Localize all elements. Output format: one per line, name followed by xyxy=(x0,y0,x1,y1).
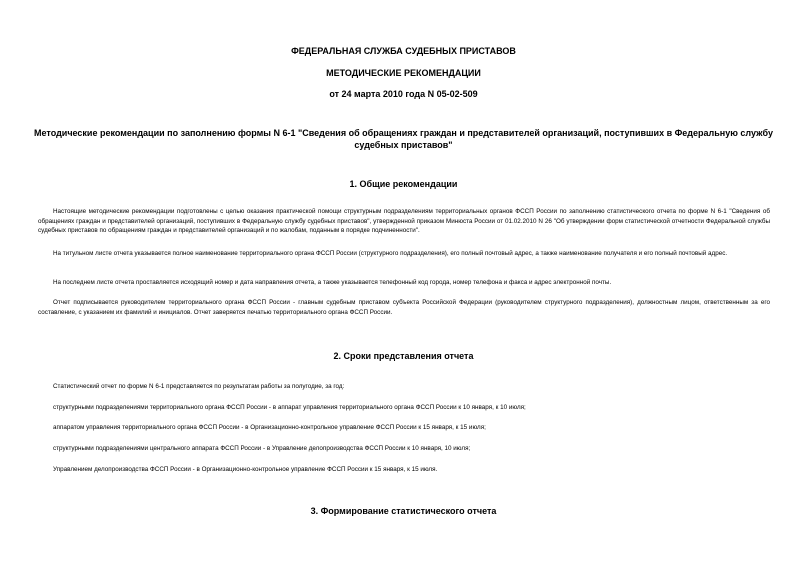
agency-heading: ФЕДЕРАЛЬНАЯ СЛУЖБА СУДЕБНЫХ ПРИСТАВОВ xyxy=(291,46,516,56)
section-2-line: структурными подразделениями территориального органа ФССП России - в аппарат управления территориального органа ФССП России к 10 января, к 10 июля; xyxy=(53,404,526,411)
section-1-paragraph: На последнем листе отчета проставляется исходящий номер и дата направления отчета, а также указывается телефонный код города, номер телефона и факса и адрес электронной почты. xyxy=(53,279,612,286)
section-1-paragraph: Настоящие методические рекомендации подготовлены с целью оказания практической помощи структурным подразделениям территориальных органов ФССП России по заполнению статистического отчета по форме N 6-1 "Сведения об обращениях граждан и представителей организаций, поступивших в Федеральную службу судебных приставов", утвержденной приказом Минюста России от 01.02.2010 N 26 "Об утверждении форм статистической отчетности Федеральной службы судебных приставов по обращениям граждан и представителей организаций и по жалобам, поданным в порядке подчиненности". xyxy=(38,208,770,234)
section-2-line: Статистический отчет по форме N 6-1 представляется по результатам работы за полугодие, за год: xyxy=(53,383,345,390)
section-2-line: Управлением делопроизводства ФССП России - в Организационно-контрольное управление ФССП России к 15 января, к 15 июля. xyxy=(53,466,438,473)
document-type-heading: МЕТОДИЧЕСКИЕ РЕКОМЕНДАЦИИ xyxy=(326,68,481,78)
section-3-heading: 3. Формирование статистического отчета xyxy=(310,506,497,516)
document-title: Методические рекомендации по заполнению формы N 6-1 "Сведения об обращениях граждан и представителей организаций, поступивших в Федеральную службу судебных приставов" xyxy=(34,128,773,150)
section-1-paragraph: Отчет подписывается руководителем территориального органа ФССП России - главным судебным приставом субъекта Российской Федерации (руководителем структурного подразделения), должностным лицом, ответственным за его составление, с указанием их фамилий и инициалов. Отчет заверяется печатью территориального органа ФССП России. xyxy=(38,299,770,316)
section-1-heading: 1. Общие рекомендации xyxy=(349,179,458,189)
section-2-heading: 2. Сроки представления отчета xyxy=(333,351,474,361)
section-2-line: аппаратом управления территориального органа ФССП России - в Организационно-контрольное управление ФССП России к 15 января, к 15 июля; xyxy=(53,424,486,431)
document-date: от 24 марта 2010 года N 05-02-509 xyxy=(329,89,478,99)
section-2-line: структурными подразделениями центрального аппарата ФССП России - в Управление делопроизводства ФССП России к 10 января, 10 июля; xyxy=(53,445,471,452)
section-1-paragraph: На титульном листе отчета указывается полное наименование территориального органа ФССП России (структурного подразделения), его полный почтовый адрес, а также наименование получателя и его полный почтовый адрес. xyxy=(53,250,728,257)
